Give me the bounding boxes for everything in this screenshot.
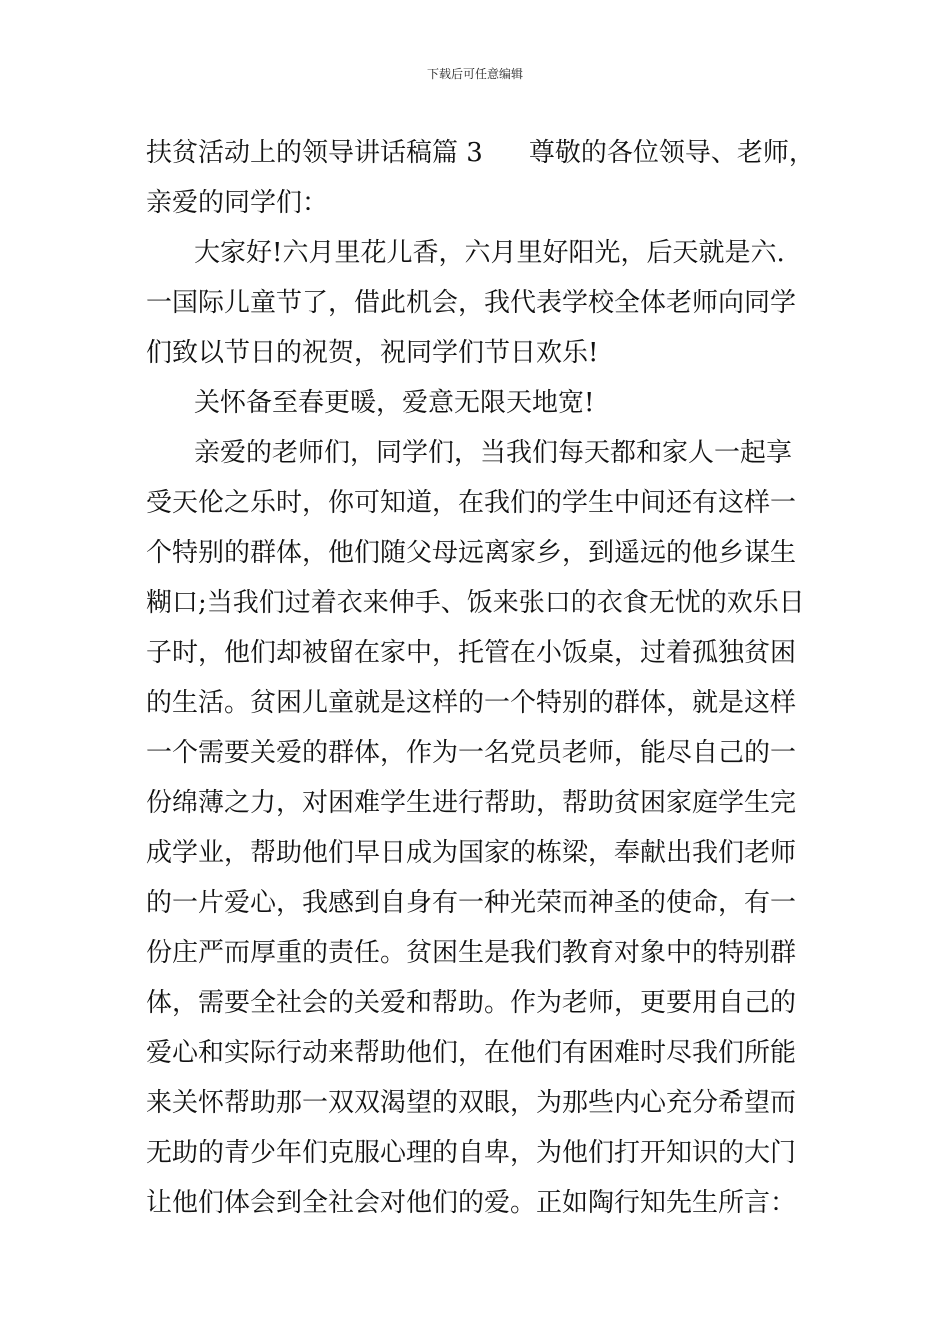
document-title: 扶贫活动上的领导讲话稿篇 3: [146, 138, 483, 168]
text-line: 糊口;当我们过着衣来伸手、饭来张口的衣食无忧的欢乐日: [146, 588, 805, 618]
text-line: 成学业，帮助他们早日成为国家的栋梁，奉献出我们老师: [146, 838, 797, 868]
text-line: 一国际儿童节了，借此机会，我代表学校全体老师向同学: [146, 288, 797, 318]
text-line: 的一片爱心，我感到自身有一种光荣而神圣的使命，有一: [146, 888, 797, 918]
text-line: 来关怀帮助那一双双渴望的双眼，为那些内心充分希望而: [146, 1088, 797, 1118]
text-line: 亲爱的老师们，同学们，当我们每天都和家人一起享: [194, 438, 793, 468]
text-line: 一个需要关爱的群体，作为一名党员老师，能尽自己的一: [146, 738, 797, 768]
text-line: 的生活。贫困儿童就是这样的一个特别的群体，就是这样: [146, 688, 797, 718]
document-body: [146, 128, 815, 1228]
text-line: 无助的青少年们克服心理的自卑，为他们打开知识的大门: [146, 1138, 797, 1168]
salutation-part1: 尊敬的各位领导、老师，: [528, 138, 815, 168]
text-line: 份绵薄之力，对困难学生进行帮助，帮助贫困家庭学生完: [146, 788, 797, 818]
header-note: 下载后可任意编辑: [426, 67, 523, 81]
text-line: 让他们体会到全社会对他们的爱。正如陶行知先生所言：: [146, 1188, 797, 1218]
salutation-part2: 亲爱的同学们：: [146, 188, 329, 218]
text-line: 爱心和实际行动来帮助他们，在他们有困难时尽我们所能: [146, 1038, 797, 1068]
text-line: 份庄严而厚重的责任。贫困生是我们教育对象中的特别群: [146, 938, 797, 968]
text-line: 们致以节日的祝贺，祝同学们节日欢乐!: [146, 338, 599, 368]
text-line: 子时，他们却被留在家中，托管在小饭桌，过着孤独贫困: [146, 638, 797, 668]
body-paragraphs: [146, 228, 808, 1228]
text-line: 体，需要全社会的关爱和帮助。作为老师，更要用自己的: [146, 988, 797, 1018]
title-line: [146, 128, 815, 178]
text-line: 个特别的群体，他们随父母远离家乡，到遥远的他乡谋生: [146, 538, 797, 568]
text-line: 关怀备至春更暖，爱意无限天地宽!: [194, 388, 595, 418]
text-line: 大家好!六月里花儿香，六月里好阳光，后天就是六.: [194, 238, 785, 268]
text-line: 受天伦之乐时，你可知道，在我们的学生中间还有这样一: [146, 488, 797, 518]
salutation-line: [146, 178, 808, 228]
